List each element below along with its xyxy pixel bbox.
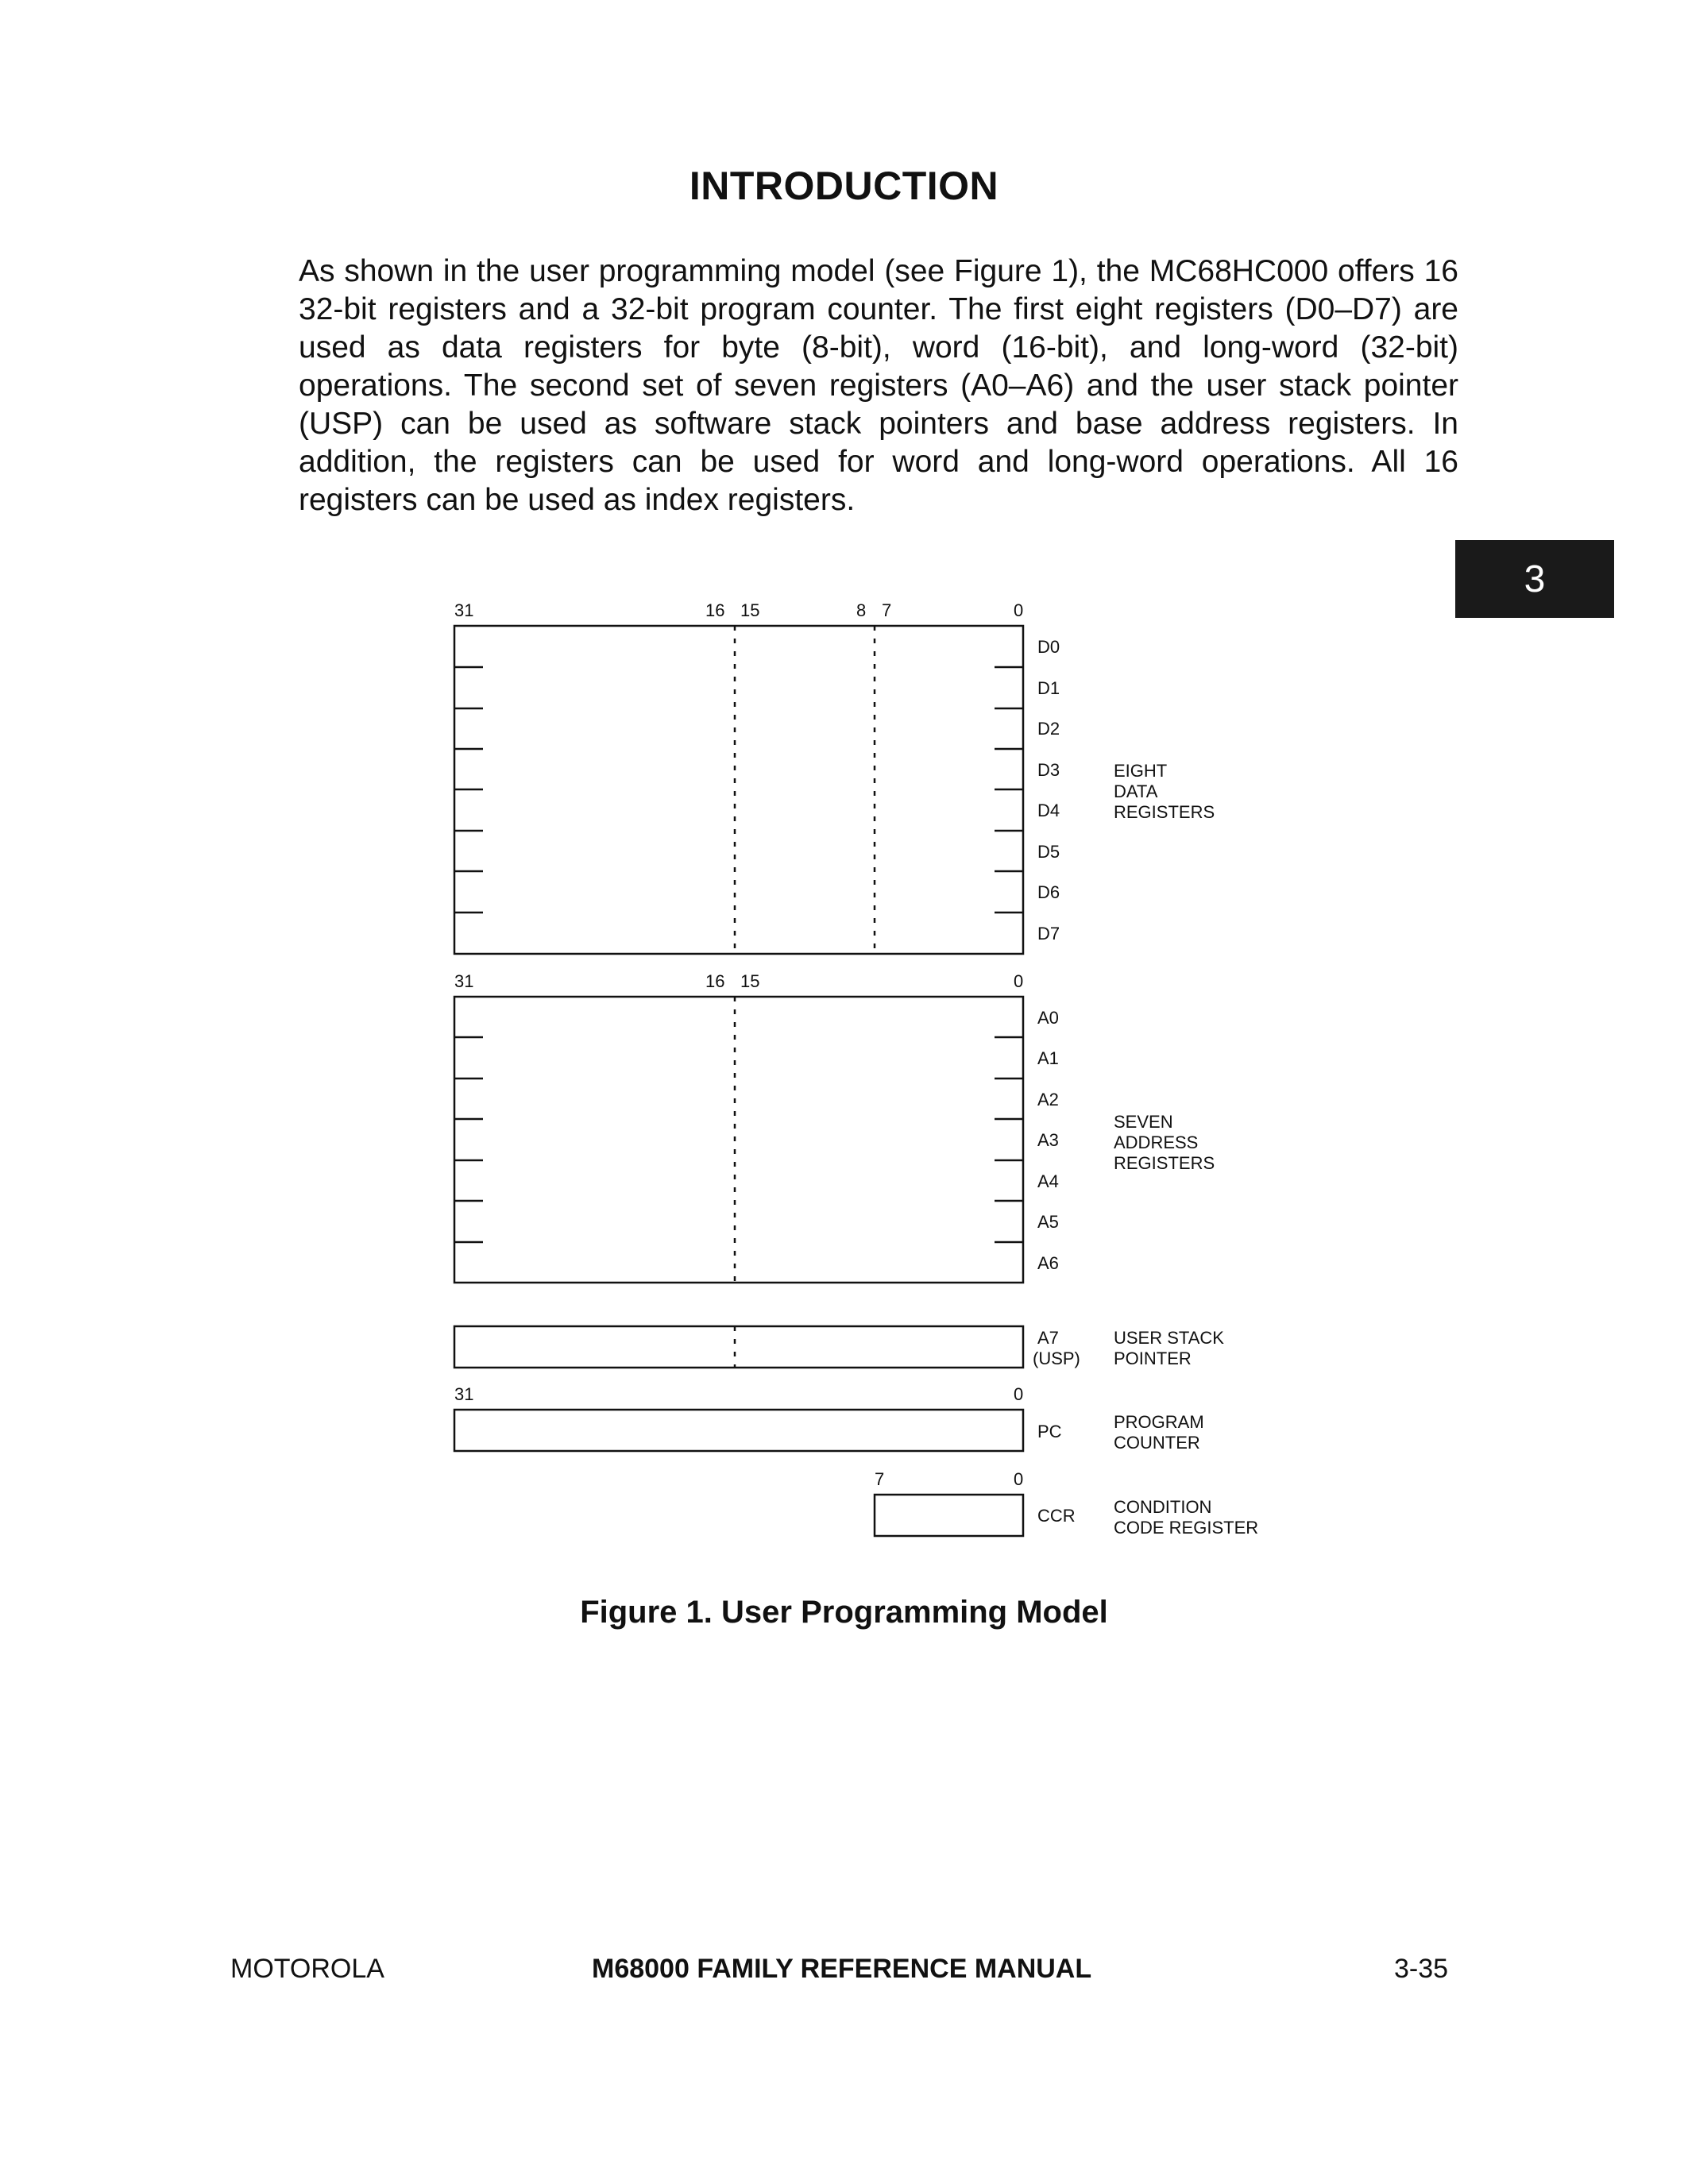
intro-paragraph: As shown in the user programming model (see Figure 1), the MC68HC000 offers 16 32-bit registers and a 32-bit program counter. The first eight registers (D0–D7) are used as data registers for byte (8-bit), word (16-bit), and long-word (32-bit) operations. The second set of seven registers (A0–A6) and the user stack pointer (USP) can be used as software stack pointers and base address registers. In addition, the registers can be used for word and long-word operations. All 16 registers can be used as index registers. — [299, 254, 1458, 517]
register-d0: D0 — [1037, 637, 1060, 657]
register-d5: D5 — [1037, 842, 1060, 862]
address-register-block — [454, 997, 1023, 1283]
chapter-tab: 3 — [1455, 540, 1614, 618]
data-row-ticks — [454, 667, 1023, 913]
register-d1: D1 — [1037, 678, 1060, 698]
addr-group-label-2: ADDRESS — [1114, 1133, 1199, 1152]
pc-bit-31: 31 — [454, 1384, 474, 1404]
register-d3: D3 — [1037, 760, 1060, 780]
register-a1: A1 — [1037, 1048, 1059, 1068]
register-a6: A6 — [1037, 1253, 1059, 1273]
register-a5: A5 — [1037, 1212, 1059, 1232]
data-register-block — [454, 626, 1023, 954]
usp-desc-2: POINTER — [1114, 1349, 1192, 1368]
data-bit-0: 0 — [1014, 600, 1024, 620]
register-ccr: CCR — [1037, 1506, 1076, 1526]
pc-desc-1: PROGRAM — [1114, 1412, 1204, 1432]
pc-desc-2: COUNTER — [1114, 1433, 1200, 1453]
ccr-register-box — [875, 1495, 1023, 1536]
footer-publisher: MOTOROLA — [230, 1954, 384, 1984]
register-d7: D7 — [1037, 924, 1060, 943]
data-bit-15: 15 — [740, 600, 760, 620]
ccr-desc-2: CODE REGISTER — [1114, 1518, 1259, 1538]
data-group-label-2: DATA — [1114, 781, 1158, 801]
register-a3: A3 — [1037, 1130, 1059, 1150]
ccr-bit-7: 7 — [875, 1469, 885, 1489]
register-usp: (USP) — [1033, 1349, 1080, 1368]
data-group-label-1: EIGHT — [1114, 761, 1168, 781]
register-d6: D6 — [1037, 882, 1060, 902]
figure-caption: Figure 1. User Programming Model — [580, 1595, 1108, 1630]
register-d4: D4 — [1037, 801, 1060, 820]
data-bit-7: 7 — [882, 600, 892, 620]
addr-group-label-3: REGISTERS — [1114, 1153, 1215, 1173]
page-title: INTRODUCTION — [689, 164, 999, 208]
addr-bit-16: 16 — [705, 971, 725, 991]
register-a4: A4 — [1037, 1171, 1059, 1191]
ccr-desc-1: CONDITION — [1114, 1497, 1212, 1517]
register-a2: A2 — [1037, 1090, 1059, 1109]
register-d2: D2 — [1037, 719, 1060, 739]
data-bit-31: 31 — [454, 600, 474, 620]
data-bit-16: 16 — [705, 600, 725, 620]
pc-bit-0: 0 — [1014, 1384, 1024, 1404]
data-group-label-3: REGISTERS — [1114, 802, 1215, 822]
register-a0: A0 — [1037, 1008, 1059, 1028]
addr-bit-15: 15 — [740, 971, 760, 991]
addr-group-label-1: SEVEN — [1114, 1112, 1173, 1132]
footer-manual-title: M68000 FAMILY REFERENCE MANUAL — [592, 1954, 1092, 1984]
pc-register-box — [454, 1410, 1023, 1451]
address-row-ticks — [454, 1037, 1023, 1242]
data-bit-8: 8 — [856, 600, 867, 620]
addr-bit-0: 0 — [1014, 971, 1024, 991]
register-a7: A7 — [1037, 1328, 1059, 1348]
addr-bit-31: 31 — [454, 971, 474, 991]
usp-register-box — [454, 1326, 1023, 1368]
ccr-bit-0: 0 — [1014, 1469, 1024, 1489]
footer-page-number: 3-35 — [1394, 1954, 1449, 1984]
register-pc: PC — [1037, 1422, 1062, 1441]
usp-desc-1: USER STACK — [1114, 1328, 1224, 1348]
